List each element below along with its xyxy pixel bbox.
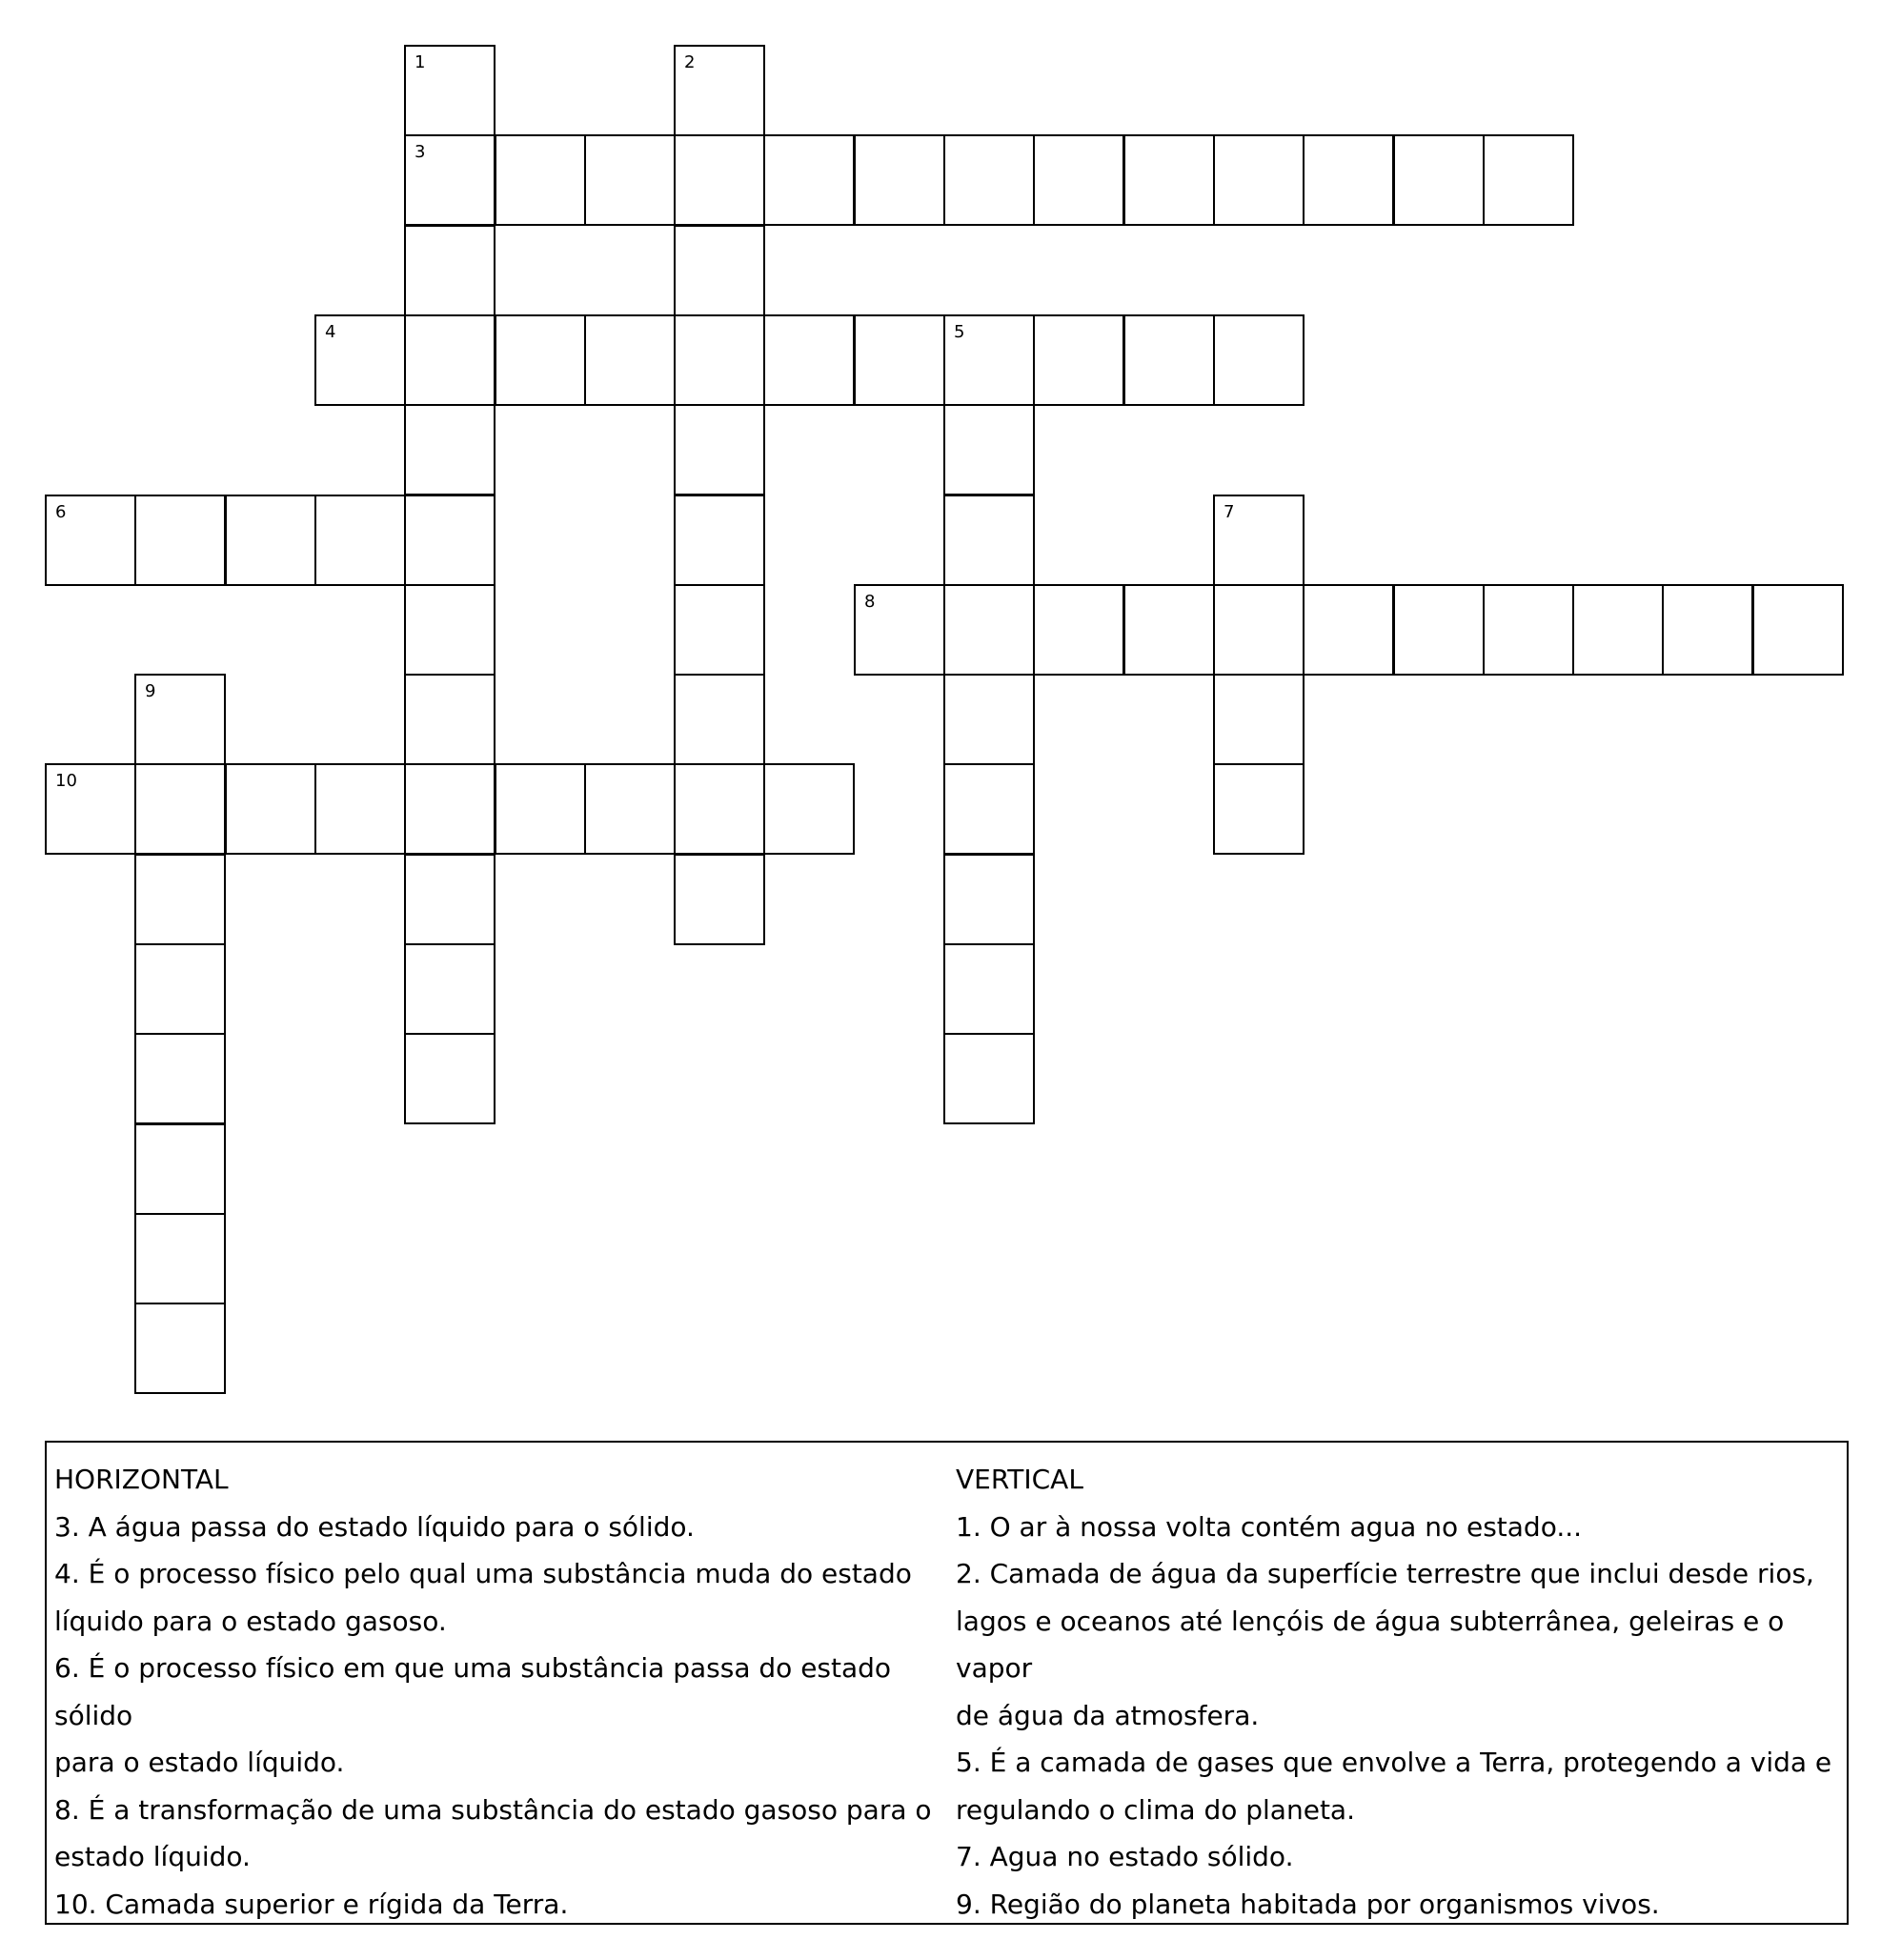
crossword-cell[interactable]	[404, 45, 496, 136]
crossword-cell[interactable]	[854, 314, 945, 406]
crossword-cell[interactable]	[495, 134, 586, 226]
clue-line: 4. É o processo físico pelo qual uma substância muda do estado	[54, 1558, 912, 1589]
crossword-cell[interactable]	[134, 495, 226, 586]
crossword-cell[interactable]	[674, 584, 765, 676]
clue-number: 2	[684, 52, 696, 72]
crossword-cell[interactable]	[943, 1033, 1035, 1124]
crossword-cell[interactable]	[763, 134, 855, 226]
crossword-cell[interactable]	[674, 225, 765, 316]
crossword-cell[interactable]	[134, 1213, 226, 1304]
clue-number: 5	[954, 322, 965, 342]
crossword-cell[interactable]	[584, 134, 676, 226]
clue-line: de água da atmosfera.	[956, 1699, 1260, 1731]
crossword-cell[interactable]	[225, 763, 316, 855]
clue-line: para o estado líquido.	[54, 1747, 345, 1778]
crossword-cell[interactable]	[404, 404, 496, 495]
crossword-cell[interactable]	[314, 763, 406, 855]
crossword-cell[interactable]	[225, 495, 316, 586]
crossword-cell[interactable]	[1303, 584, 1394, 676]
crossword-cell[interactable]	[404, 584, 496, 676]
crossword-cell[interactable]	[1213, 584, 1305, 676]
clue-line: 8. É a transformação de uma substância do estado gasoso para o	[54, 1793, 932, 1826]
crossword-cell[interactable]	[134, 1123, 226, 1215]
crossword-cell[interactable]	[404, 314, 496, 406]
crossword-cell[interactable]	[404, 495, 496, 586]
crossword-cell[interactable]	[584, 763, 676, 855]
crossword-cell[interactable]	[134, 674, 226, 765]
crossword-cell[interactable]	[1483, 584, 1574, 676]
crossword-cell[interactable]	[674, 134, 765, 226]
crossword-cell[interactable]	[854, 584, 945, 676]
crossword-cell[interactable]	[674, 314, 765, 406]
crossword-cell[interactable]	[404, 1033, 496, 1124]
clue-number: 9	[145, 681, 156, 701]
clue-line: 1. O ar à nossa volta contém agua no estado...	[956, 1510, 1583, 1543]
crossword-cell[interactable]	[134, 763, 226, 855]
vertical-clues	[956, 1456, 1834, 1928]
crossword-cell[interactable]	[674, 854, 765, 945]
horizontal-heading: HORIZONTAL	[54, 1464, 229, 1495]
clue-line: 5. É a camada de gases que envolve a Terra, protegendo a vida e	[956, 1747, 1832, 1778]
crossword-cell[interactable]	[45, 495, 136, 586]
crossword-cell[interactable]	[404, 134, 496, 226]
vertical-heading: VERTICAL	[956, 1464, 1083, 1495]
clue-number: 4	[325, 322, 336, 342]
crossword-cell[interactable]	[134, 1303, 226, 1394]
crossword-cell[interactable]	[495, 763, 586, 855]
clue-number: 10	[55, 771, 77, 791]
crossword-cell[interactable]	[314, 314, 406, 406]
crossword-cell[interactable]	[763, 314, 855, 406]
crossword-cell[interactable]	[1123, 314, 1215, 406]
clue-line: 9. Região do planeta habitada por organismos vivos.	[956, 1888, 1660, 1920]
crossword-cell[interactable]	[943, 854, 1035, 945]
crossword-cell[interactable]	[943, 404, 1035, 495]
crossword-cell[interactable]	[854, 134, 945, 226]
crossword-cell[interactable]	[314, 495, 406, 586]
clues-box	[45, 1441, 1849, 1925]
clue-line: líquido para o estado gasoso.	[54, 1605, 447, 1637]
crossword-cell[interactable]	[943, 943, 1035, 1035]
crossword-cell[interactable]	[674, 763, 765, 855]
crossword-cell[interactable]	[404, 943, 496, 1035]
clue-number: 7	[1224, 502, 1235, 522]
clue-line: 6. É o processo físico em que uma substância passa do estado sólido	[54, 1652, 892, 1731]
crossword-cell[interactable]	[1123, 134, 1215, 226]
crossword-cell[interactable]	[1572, 584, 1664, 676]
crossword-cell[interactable]	[943, 763, 1035, 855]
crossword-cell[interactable]	[584, 314, 676, 406]
clue-line: 7. Agua no estado sólido.	[956, 1841, 1294, 1872]
clue-number: 6	[55, 502, 67, 522]
crossword-cell[interactable]	[763, 763, 855, 855]
crossword-cell[interactable]	[943, 674, 1035, 765]
crossword-cell[interactable]	[1303, 134, 1394, 226]
crossword-cell[interactable]	[674, 495, 765, 586]
clue-number: 1	[415, 52, 426, 72]
crossword-cell[interactable]	[134, 1033, 226, 1124]
crossword-cell[interactable]	[1033, 314, 1124, 406]
horizontal-clues	[54, 1456, 945, 1928]
crossword-cell[interactable]	[134, 854, 226, 945]
crossword-cell[interactable]	[943, 134, 1035, 226]
crossword-cell[interactable]	[495, 314, 586, 406]
crossword-cell[interactable]	[1213, 674, 1305, 765]
crossword-cell[interactable]	[1213, 495, 1305, 586]
clue-line: 3. A água passa do estado líquido para o sólido.	[54, 1510, 695, 1543]
crossword-cell[interactable]	[943, 584, 1035, 676]
crossword-cell[interactable]	[1033, 584, 1124, 676]
crossword-cell[interactable]	[1213, 134, 1305, 226]
crossword-cell[interactable]	[404, 674, 496, 765]
clue-line: 10. Camada superior e rígida da Terra.	[54, 1888, 569, 1920]
clue-line: lagos e oceanos até lençóis de água subterrânea, geleiras e o vapor	[956, 1605, 1785, 1684]
crossword-cell[interactable]	[1393, 134, 1485, 226]
crossword-cell[interactable]	[404, 763, 496, 855]
clue-number: 8	[864, 592, 876, 612]
crossword-cell[interactable]	[674, 674, 765, 765]
crossword-cell[interactable]	[1033, 134, 1124, 226]
crossword-cell[interactable]	[1483, 134, 1574, 226]
crossword-cell[interactable]	[134, 943, 226, 1035]
crossword-cell[interactable]	[404, 854, 496, 945]
crossword-cell[interactable]	[1213, 763, 1305, 855]
crossword-cell[interactable]	[1752, 584, 1844, 676]
crossword-cell[interactable]	[404, 225, 496, 316]
crossword-cell[interactable]	[674, 45, 765, 136]
crossword-cell[interactable]	[1393, 584, 1485, 676]
crossword-cell[interactable]	[943, 314, 1035, 406]
clue-line: 2. Camada de água da superfície terrestre que inclui desde rios,	[956, 1558, 1814, 1589]
crossword-cell[interactable]	[943, 495, 1035, 586]
crossword-cell[interactable]	[1123, 584, 1215, 676]
crossword-cell[interactable]	[45, 763, 136, 855]
crossword-cell[interactable]	[1213, 314, 1305, 406]
clue-number: 3	[415, 142, 426, 162]
clue-line: estado líquido.	[54, 1841, 251, 1872]
clue-line: regulando o clima do planeta.	[956, 1793, 1355, 1826]
crossword-cell[interactable]	[674, 404, 765, 495]
crossword-cell[interactable]	[1662, 584, 1753, 676]
